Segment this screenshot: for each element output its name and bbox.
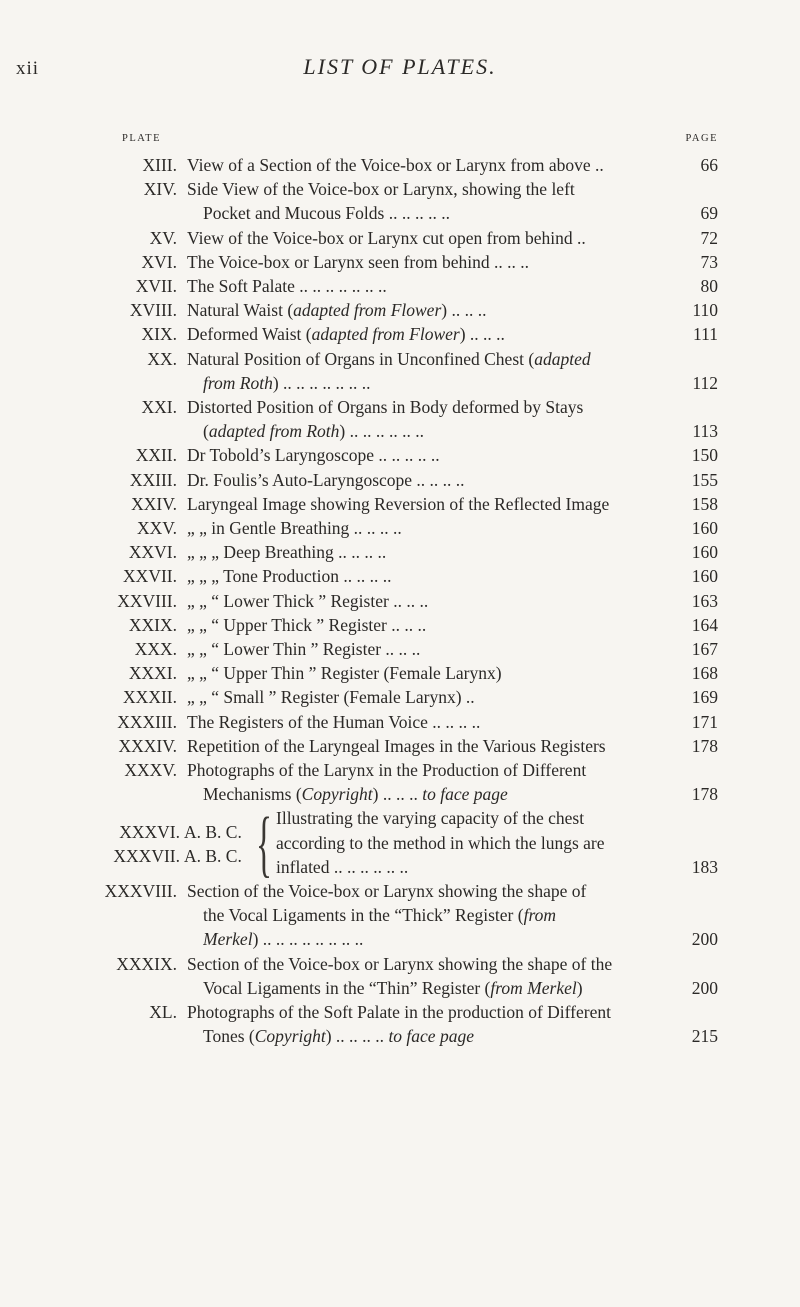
- plate-title-line: „ „ „ Tone Production .. .. .. ..: [187, 566, 392, 587]
- page-ref: 158: [691, 493, 718, 514]
- plate-title-line: Merkel) .. .. .. .. .. .. .. ..: [203, 929, 364, 950]
- plate-title-line: Natural Waist (adapted from Flower) .. .. ..: [187, 300, 487, 321]
- plate-title-line: Side View of the Voice-box or Larynx, showing the left: [187, 179, 575, 200]
- page-ref: 160: [691, 566, 718, 587]
- plate-number: XXXIV.: [118, 735, 177, 756]
- plate-number: XXVI.: [128, 542, 177, 563]
- plate-title-line: Tones (Copyright) .. .. .. .. to face page: [203, 1026, 474, 1047]
- plate-number: XXXVII.: [113, 845, 180, 866]
- brace-icon: {: [256, 803, 272, 886]
- plate-number: XVII.: [135, 276, 177, 296]
- plate-title-line: Vocal Ligaments in the “Thin” Register (from Merkel): [203, 977, 583, 998]
- plate-number: XIX.: [141, 324, 177, 345]
- page-ref: 164: [691, 614, 718, 635]
- plate-title-line: Photographs of the Soft Palate in the production of Different: [187, 1002, 611, 1022]
- plate-title-line: from Roth) .. .. .. .. .. .. ..: [203, 372, 371, 393]
- plate-number: XXIII.: [129, 469, 177, 490]
- plate-number: XXXVIII.: [104, 881, 177, 901]
- plate-title-line: Section of the Voice-box or Larynx showing the shape of: [187, 881, 587, 901]
- plate-number: XXX.: [134, 639, 177, 659]
- plate-title-line: „ „ “ Small ” Register (Female Larynx) ..: [187, 687, 475, 708]
- page-ref: 112: [692, 372, 718, 393]
- page-ref: 168: [691, 663, 718, 684]
- page-column-label: PAGE: [685, 133, 718, 144]
- plate-title-line: „ „ “ Upper Thick ” Register .. .. ..: [187, 614, 427, 635]
- page-ref: 183: [691, 856, 718, 877]
- plate-title-line: Repetition of the Laryngeal Images in the Various Registers: [187, 735, 606, 756]
- plate-number: XX.: [147, 348, 177, 369]
- plate-number: XXIX.: [128, 614, 177, 635]
- plate-title-line: „ „ “ Lower Thin ” Register .. .. ..: [187, 639, 421, 659]
- plate-title-line: The Registers of the Human Voice .. .. .. ..: [187, 711, 481, 732]
- page-ref: 110: [692, 300, 718, 321]
- plate-subparts: A. B. C.: [184, 821, 242, 842]
- page-ref: 72: [700, 227, 718, 248]
- plate-title-line: Photographs of the Larynx in the Production of Different: [187, 760, 587, 780]
- plate-number: XXXIX.: [116, 953, 177, 974]
- plate-title-line: Section of the Voice-box or Larynx showing the shape of the: [187, 953, 613, 974]
- page-ref: 200: [691, 929, 718, 950]
- page-ref: 200: [691, 977, 718, 998]
- plate-number: XXXV.: [124, 760, 177, 780]
- page-ref: 150: [691, 445, 718, 466]
- page-ref: 113: [692, 421, 718, 442]
- page-ref: 178: [691, 735, 718, 756]
- page-ref: 160: [691, 542, 718, 563]
- plate-title-line: inflated .. .. .. .. .. ..: [276, 856, 409, 877]
- page-ref: 215: [691, 1026, 718, 1047]
- plate-title-line: Deformed Waist (adapted from Flower) .. .. ..: [187, 324, 505, 345]
- page-ref: 69: [700, 203, 718, 224]
- plate-number: XXXIII.: [117, 711, 177, 732]
- plate-number: XXXVI.: [119, 821, 180, 842]
- page-ref: 73: [700, 251, 718, 272]
- plate-number: XXV.: [136, 518, 177, 538]
- plate-title-line: The Voice-box or Larynx seen from behind .. .. ..: [187, 251, 529, 272]
- plate-number: XXII.: [135, 445, 177, 466]
- plate-subparts: A. B. C.: [184, 845, 242, 866]
- plate-title-line: Laryngeal Image showing Reversion of the Reflected Image: [187, 493, 610, 514]
- plate-title-line: Illustrating the varying capacity of the chest: [276, 808, 585, 829]
- plate-title-line: Distorted Position of Organs in Body deformed by Stays: [187, 397, 584, 417]
- plate-number: XVIII.: [129, 300, 177, 321]
- plate-title-line: „ „ “ Upper Thin ” Register (Female Larynx): [187, 663, 502, 684]
- plate-column-label: PLATE: [122, 133, 161, 144]
- plate-title-line: (adapted from Roth) .. .. .. .. .. ..: [203, 421, 424, 442]
- page-number: xii: [16, 58, 40, 79]
- plate-number: XXXII.: [123, 687, 177, 708]
- page-ref: 160: [691, 518, 718, 538]
- plate-number: XXVII.: [123, 566, 177, 587]
- page-ref: 171: [691, 711, 718, 732]
- plate-title-line: Mechanisms (Copyright) .. .. .. to face page: [203, 784, 508, 805]
- plate-title-line: „ „ “ Lower Thick ” Register .. .. ..: [187, 590, 429, 611]
- page-ref: 167: [691, 639, 718, 659]
- plate-number: XXI.: [141, 397, 177, 417]
- page-ref: 66: [700, 155, 718, 175]
- plate-number: XXXI.: [128, 663, 177, 684]
- plate-number: XIII.: [142, 155, 177, 175]
- page-ref: 169: [691, 687, 718, 708]
- plate-number: XV.: [149, 227, 177, 248]
- plate-title-line: „ „ in Gentle Breathing .. .. .. ..: [187, 518, 402, 538]
- page-ref: 111: [693, 324, 718, 345]
- page-ref: 178: [691, 784, 718, 805]
- plate-title-line: Pocket and Mucous Folds .. .. .. .. ..: [203, 203, 450, 224]
- page-ref: 80: [700, 276, 718, 296]
- plate-title-line: „ „ „ Deep Breathing .. .. .. ..: [187, 542, 387, 563]
- plate-number: XVI.: [141, 251, 177, 272]
- running-head: LIST OF PLATES.: [303, 54, 497, 79]
- plate-number: XL.: [149, 1002, 177, 1022]
- plate-title-line: the Vocal Ligaments in the “Thick” Register (from: [203, 905, 557, 926]
- page-ref: 163: [691, 590, 718, 611]
- plate-title-line: Dr Tobold’s Laryngoscope .. .. .. .. ..: [187, 445, 440, 466]
- plate-title-line: The Soft Palate .. .. .. .. .. .. ..: [187, 276, 387, 296]
- plate-title-line: Natural Position of Organs in Unconfined Chest (adapted: [187, 348, 591, 369]
- plate-title-line: View of a Section of the Voice-box or Larynx from above ..: [187, 155, 604, 175]
- plate-title-line: Dr. Foulis’s Auto-Laryngoscope .. .. .. ..: [187, 469, 465, 490]
- page-ref: 155: [691, 469, 718, 490]
- plate-title-line: according to the method in which the lungs are: [276, 832, 605, 853]
- page-header: [0, 54, 800, 84]
- plate-number: XXIV.: [131, 493, 177, 514]
- plate-number: XXVIII.: [117, 590, 177, 611]
- plate-title-line: View of the Voice-box or Larynx cut open from behind ..: [187, 227, 586, 248]
- plate-number: XIV.: [143, 179, 177, 200]
